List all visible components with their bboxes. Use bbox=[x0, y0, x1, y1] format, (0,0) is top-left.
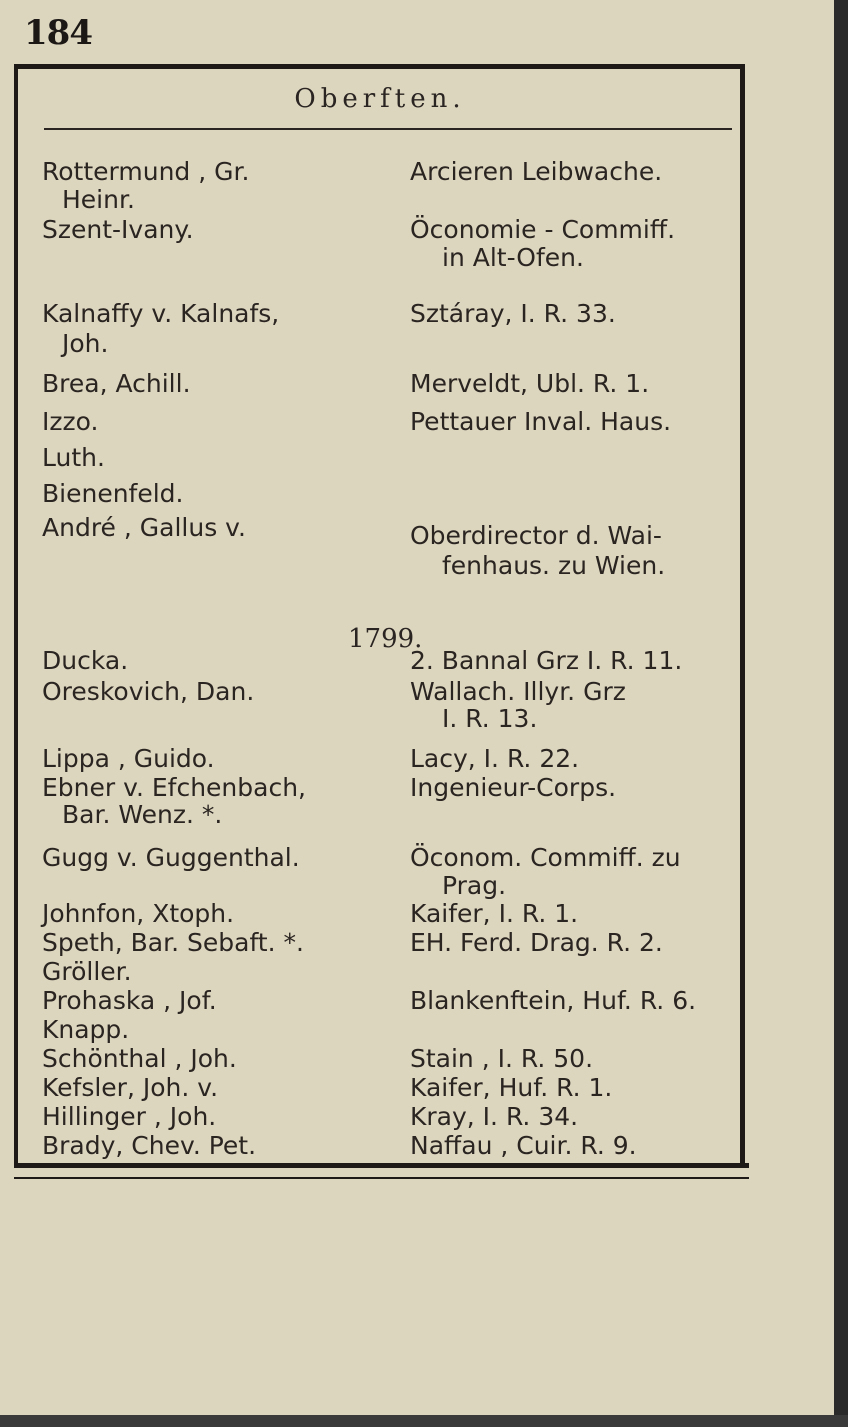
entry-name: André , Gallus v. bbox=[42, 513, 246, 542]
page-title: Oberften. bbox=[294, 84, 466, 114]
entry-name: Rottermund , Gr. bbox=[42, 157, 250, 186]
entry-post: Sztáray, I. R. 33. bbox=[410, 299, 616, 328]
entry-name: Oreskovich, Dan. bbox=[42, 676, 255, 706]
entry-post: Blankenftein, Huf. R. 6. bbox=[410, 986, 697, 1016]
page-number: 184 bbox=[24, 13, 92, 53]
page-edge-bottom bbox=[0, 1415, 848, 1427]
entry-name: Lippa , Guido. bbox=[42, 743, 215, 773]
entry-name: Kefsler, Joh. v. bbox=[42, 1073, 219, 1103]
frame-top-rule bbox=[14, 64, 745, 69]
entry-name: Schönthal , Joh. bbox=[42, 1044, 237, 1074]
entry-name: Johnfon, Xtoph. bbox=[42, 899, 235, 929]
frame-left-rule bbox=[14, 64, 18, 1168]
entry-name: Izzo. bbox=[42, 407, 99, 436]
entry-name: Kalnaffy v. Kalnafs, bbox=[42, 299, 280, 328]
page-edge-right bbox=[834, 0, 848, 1427]
entry-post: Kaifer, Huf. R. 1. bbox=[410, 1073, 613, 1103]
entry-post: EH. Ferd. Drag. R. 2. bbox=[410, 928, 663, 958]
entry-name: Luth. bbox=[42, 443, 105, 472]
entry-post-cont: Prag. bbox=[442, 870, 507, 900]
entry-post: Öconomie - Commiff. bbox=[410, 215, 676, 244]
entry-post: Ingenieur-Corps. bbox=[410, 772, 617, 802]
entry-name: Bienenfeld. bbox=[42, 479, 184, 508]
entry-post-cont: I. R. 13. bbox=[442, 704, 538, 734]
entry-name: Brea, Achill. bbox=[42, 369, 191, 398]
entry-post: Kaifer, I. R. 1. bbox=[410, 899, 579, 929]
entry-name: Gröller. bbox=[42, 957, 132, 987]
entry-post: Stain , I. R. 50. bbox=[410, 1044, 594, 1074]
entry-post: Pettauer Inval. Haus. bbox=[410, 407, 672, 436]
entry-post: Merveldt, Ubl. R. 1. bbox=[410, 369, 650, 398]
entry-post: Naffau , Cuir. R. 9. bbox=[410, 1131, 637, 1160]
entry-name: Gugg v. Guggenthal. bbox=[42, 843, 300, 873]
entry-name-cont: Heinr. bbox=[62, 185, 135, 214]
entry-post-cont: in Alt-Ofen. bbox=[442, 243, 584, 272]
entry-post: Kray, I. R. 34. bbox=[410, 1102, 579, 1132]
entry-post: 2. Bannal Grz I. R. 11. bbox=[410, 646, 683, 676]
entry-name: Ebner v. Efchenbach, bbox=[42, 772, 307, 802]
frame-right-rule bbox=[740, 64, 745, 1168]
entry-name-cont: Joh. bbox=[62, 329, 109, 358]
year-heading: 1799. bbox=[348, 624, 423, 654]
entry-name: Knapp. bbox=[42, 1015, 130, 1045]
entry-post-cont: fenhaus. zu Wien. bbox=[442, 551, 666, 580]
entry-name-cont: Bar. Wenz. *. bbox=[62, 799, 223, 829]
entry-name: Brady, Chev. Pet. bbox=[42, 1131, 257, 1160]
entry-name: Speth, Bar. Sebaft. *. bbox=[42, 928, 304, 958]
title-divider bbox=[44, 128, 732, 130]
entry-name: Hillinger , Joh. bbox=[42, 1102, 217, 1132]
entry-name: Szent-Ivany. bbox=[42, 215, 194, 244]
entry-name: Prohaska , Jof. bbox=[42, 986, 217, 1016]
entry-post: Lacy, I. R. 22. bbox=[410, 743, 580, 773]
entry-name: Ducka. bbox=[42, 646, 129, 676]
frame-bottom-rule bbox=[14, 1163, 749, 1179]
entry-post: Öconom. Commiff. zu bbox=[410, 843, 681, 873]
entry-post: Arcieren Leibwache. bbox=[410, 157, 663, 186]
entry-post: Oberdirector d. Wai- bbox=[410, 521, 662, 550]
entry-post: Wallach. Illyr. Grz bbox=[410, 676, 626, 706]
